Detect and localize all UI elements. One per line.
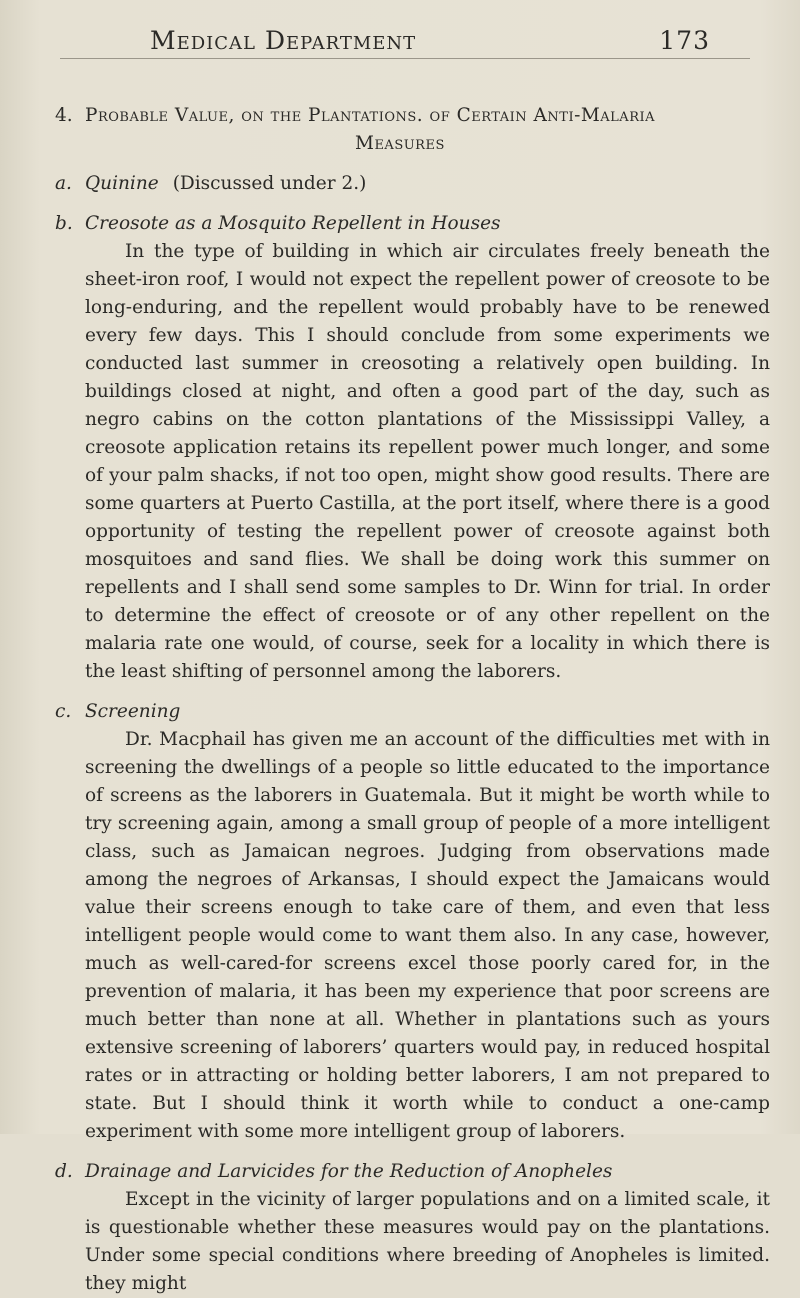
page-body [55, 102, 770, 1298]
item-a [55, 170, 770, 198]
item-heading: Quinine [85, 173, 159, 194]
section-title-line2: Measures [355, 133, 445, 154]
item-heading: Drainage and Larvicides for the Reduction of Anopheles [85, 1161, 613, 1182]
section-title-line1: Probable Value, on the Plantations. of Certain Anti-Malaria [85, 105, 656, 126]
item-note: (Discussed under 2.) [172, 173, 367, 194]
item-paragraph: Except in the vicinity of larger populations and on a limited scale, it is questionable whether these measures would pay on the plantations. Under some special conditions where breeding of Anopheles is limited. they might [85, 1189, 770, 1294]
item-heading: Screening [85, 701, 181, 722]
item-paragraph: In the type of building in which air circulates freely beneath the sheet-iron roof, I would not expect the repellent power of creosote to be long-enduring, and the repellent would probably have to be renewed every few days. This I should conclude from some experiments we conducted last summer in creosoting a relatively open building. In buildings closed at night, and often a good part of the day, such as negro cabins on the cotton plantations of the Mississippi Valley, a creosote application retains its repellent power much longer, and some of your palm shacks, if not too open, might show good results. There are some quarters at Puerto Castilla, at the port itself, where there is a good opportunity of testing the repellent power of creosote against both mosquitoes and sand flies. We shall be doing work this summer on repellents and I shall send some samples to Dr. Winn for trial. In order to determine the effect of creosote or of any other repellent on the malaria rate one would, of course, seek for a locality in which there is the least shifting of personnel among the laborers. [85, 241, 770, 682]
item-label: c. [55, 701, 72, 722]
item-d [55, 1158, 770, 1186]
section-number: 4. [55, 105, 73, 126]
item-label: a. [55, 173, 72, 194]
running-title: Medical Department [150, 26, 417, 55]
section-heading [55, 102, 770, 130]
item-label: b. [55, 213, 73, 234]
page-number: 173 [659, 26, 710, 55]
item-c [55, 698, 770, 726]
header-rule [60, 58, 750, 59]
item-heading: Creosote as a Mosquito Repellent in Houses [85, 213, 501, 234]
running-header [90, 18, 710, 58]
item-b [55, 210, 770, 238]
item-paragraph: Dr. Macphail has given me an account of the difficulties met with in screening the dwellings of a people so little educated to the importance of screens as the laborers in Guatemala. But it might be worth while to try screening again, among a small group of people of a more intelligent class, such as Jamaican negroes. Judging from observations made among the negroes of Arkansas, I should expect the Jamaicans would value their screens enough to take care of them, and even that less intelligent people would come to want them also. In any case, however, much as well-cared-for screens excel those poorly cared for, in the prevention of malaria, it has been my experience that poor screens are much better than none at all. Whether in plantations such as yours extensive screening of laborers’ quarters would pay, in reduced hospital rates or in attracting or holding better laborers, I am not prepared to state. But I should think it worth while to conduct a one-camp experiment with some more intelligent group of laborers. [85, 729, 770, 1142]
item-label: d. [55, 1161, 73, 1182]
